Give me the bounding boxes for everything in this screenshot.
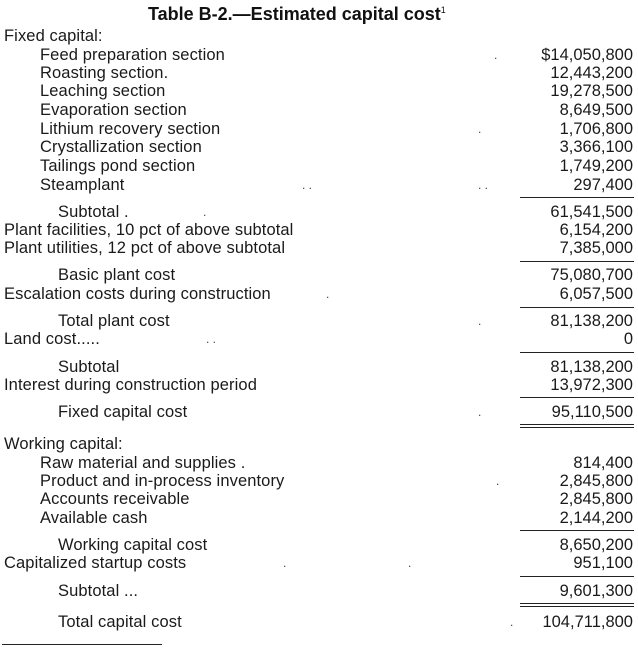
row-label: Product and in-process inventory	[40, 472, 285, 490]
subtotal-row	[0, 312, 638, 330]
row-label: Available cash	[40, 509, 148, 527]
row-label: Working capital:	[4, 435, 123, 453]
table-row	[0, 554, 638, 572]
row-label: Plant facilities, 10 pct of above subtotal	[4, 221, 294, 239]
footnote-rule	[2, 644, 162, 645]
table-row	[0, 157, 638, 175]
table-row	[0, 285, 638, 303]
row-value: 75,080,700	[550, 266, 633, 284]
leader-dots: .	[326, 287, 330, 301]
double-rule-bottom	[520, 427, 634, 428]
subtotal-rule	[520, 397, 634, 398]
table-row	[0, 221, 638, 239]
row-value: 81,138,200	[550, 312, 633, 330]
subtotal-rule	[520, 530, 634, 531]
row-label: Interest during construction period	[4, 376, 257, 394]
leader-dots: . .	[302, 178, 313, 192]
table-row	[0, 239, 638, 257]
double-rule-top	[520, 424, 634, 425]
leader-dots: .	[510, 615, 514, 629]
row-value: 6,154,200	[559, 221, 633, 239]
row-value: $14,050,800	[541, 46, 633, 64]
row-value: 95,110,500	[551, 403, 633, 421]
table-row	[0, 101, 638, 119]
row-label: Roasting section.	[40, 64, 169, 82]
leader-dots: .	[203, 205, 207, 219]
row-label: Subtotal ...	[58, 582, 139, 600]
row-value: 2,845,800	[559, 490, 633, 508]
row-value: 814,400	[573, 454, 633, 472]
row-label: Fixed capital:	[4, 27, 103, 45]
table-title-text: Table B-2.—Estimated capital cost	[148, 4, 441, 24]
subtotal-row	[0, 582, 638, 600]
row-value: 0	[623, 330, 633, 348]
row-label: Land cost.....	[4, 330, 100, 348]
table-title	[148, 4, 446, 25]
table-row	[0, 330, 638, 348]
row-value: 8,650,200	[559, 536, 633, 554]
row-label: Fixed capital cost	[58, 403, 188, 421]
leader-dots: .	[478, 405, 482, 419]
table-row	[0, 138, 638, 156]
row-label: Accounts receivable	[40, 490, 190, 508]
table-row	[0, 46, 638, 64]
leader-dots: .	[478, 122, 482, 136]
subtotal-rule	[520, 606, 634, 607]
row-label: Total capital cost	[58, 613, 182, 631]
subtotal-rule	[520, 576, 634, 577]
table-row	[0, 509, 638, 527]
row-value: 3,366,100	[559, 138, 633, 156]
row-value: 61,541,500	[550, 203, 633, 221]
row-value: 13,972,300	[550, 376, 633, 394]
row-value: 8,649,500	[559, 101, 633, 119]
row-label: Subtotal	[58, 358, 120, 376]
leader-dots: . .	[206, 332, 217, 346]
table-row	[0, 376, 638, 394]
total-row	[0, 403, 638, 421]
subtotal-row	[0, 536, 638, 554]
table-row	[0, 472, 638, 490]
leader-dots: .	[496, 474, 500, 488]
subtotal-row	[0, 266, 638, 284]
table-row	[0, 176, 638, 194]
row-label: Tailings pond section	[40, 157, 196, 175]
row-label: Lithium recovery section	[40, 120, 221, 138]
row-value: 81,138,200	[550, 358, 633, 376]
row-value: 12,443,200	[550, 64, 633, 82]
subtotal-rule	[520, 261, 634, 262]
row-label: Plant utilities, 12 pct of above subtotal	[4, 239, 286, 257]
row-label: Working capital cost	[58, 536, 208, 554]
row-label: Escalation costs during construction	[4, 285, 271, 303]
row-value: 2,845,800	[559, 472, 633, 490]
row-value: 6,057,500	[559, 285, 633, 303]
row-label: Crystallization section	[40, 138, 202, 156]
row-value: 1,706,800	[559, 120, 633, 138]
table-row	[0, 64, 638, 82]
row-label: Evaporation section	[40, 101, 187, 119]
row-value: 1,749,200	[559, 157, 633, 175]
title-footnote-mark: 1	[440, 5, 446, 15]
subtotal-rule	[520, 352, 634, 353]
leader-dots: .	[478, 314, 482, 328]
row-label: Basic plant cost	[58, 266, 176, 284]
row-label: Raw material and supplies .	[40, 454, 246, 472]
row-label: Subtotal .	[58, 203, 129, 221]
table-row	[0, 490, 638, 508]
table-row	[0, 82, 638, 100]
grand-total-row	[0, 613, 638, 631]
row-label: Capitalized startup costs	[4, 554, 187, 572]
leader-dots: . .	[478, 178, 489, 192]
row-label: Feed preparation section	[40, 46, 225, 64]
row-value: 7,385,000	[559, 239, 633, 257]
row-label: Steamplant	[40, 176, 125, 194]
row-value: 951,100	[573, 554, 633, 572]
row-value: 9,601,300	[559, 582, 633, 600]
subtotal-row	[0, 203, 638, 221]
subtotal-rule	[520, 307, 634, 308]
row-value: 2,144,200	[559, 509, 633, 527]
row-label: Leaching section	[40, 82, 166, 100]
table-row	[0, 454, 638, 472]
table-row	[0, 120, 638, 138]
row-value: 297,400	[573, 176, 633, 194]
row-value: 19,278,500	[550, 82, 633, 100]
leader-dots: .	[408, 556, 412, 570]
row-label: Total plant cost	[58, 312, 170, 330]
subtotal-rule	[520, 197, 634, 198]
subtotal-row	[0, 358, 638, 376]
row-value: 104,711,800	[542, 613, 633, 631]
leader-dots: .	[283, 556, 287, 570]
leader-dots: .	[494, 48, 498, 62]
section-heading-fixed-capital	[0, 27, 638, 45]
section-heading-working-capital	[0, 435, 638, 453]
subtotal-rule	[520, 603, 634, 604]
